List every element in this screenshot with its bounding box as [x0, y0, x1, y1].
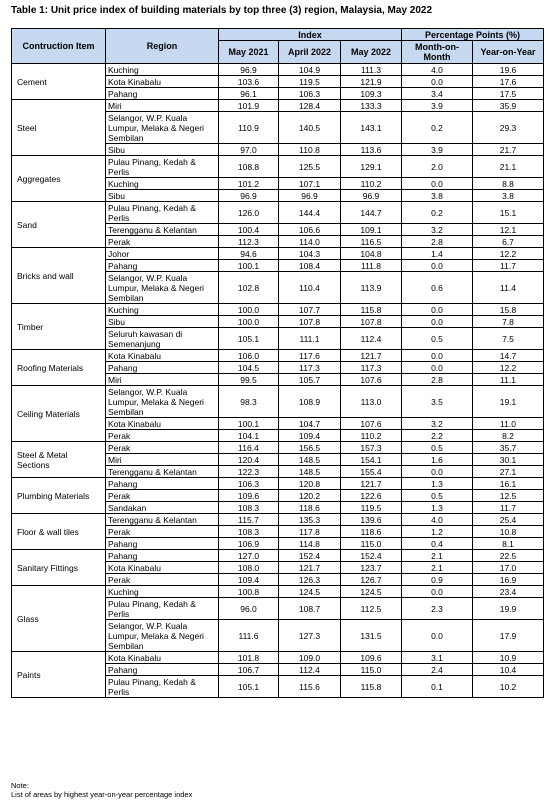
- construction-item-cell: Plumbing Materials: [12, 478, 106, 514]
- may-2022-cell: 154.1: [341, 454, 402, 466]
- month-on-month-cell: 1.4: [402, 248, 473, 260]
- month-on-month-cell: 0.5: [402, 328, 473, 350]
- region-cell: Selangor, W.P. Kuala Lumpur, Melaka & Negeri Sembilan: [106, 386, 219, 418]
- may-2022-cell: 152.4: [341, 550, 402, 562]
- april-2022-cell: 106.3: [279, 88, 341, 100]
- region-cell: Pahang: [106, 550, 219, 562]
- may-2022-cell: 121.7: [341, 478, 402, 490]
- region-cell: Sibu: [106, 144, 219, 156]
- header-index-group: Index: [219, 29, 402, 41]
- month-on-month-cell: 4.0: [402, 514, 473, 526]
- year-on-year-cell: 11.0: [473, 418, 544, 430]
- may-2022-cell: 157.3: [341, 442, 402, 454]
- may-2022-cell: 112.5: [341, 598, 402, 620]
- table-row: [12, 514, 544, 526]
- construction-item-cell: Sand: [12, 202, 106, 248]
- may-2022-cell: 109.3: [341, 88, 402, 100]
- may-2022-cell: 118.6: [341, 526, 402, 538]
- region-cell: Miri: [106, 100, 219, 112]
- may-2022-cell: 126.7: [341, 574, 402, 586]
- may-2022-cell: 115.8: [341, 676, 402, 698]
- may-2022-cell: 115.8: [341, 304, 402, 316]
- may-2022-cell: 144.7: [341, 202, 402, 224]
- april-2022-cell: 121.7: [279, 562, 341, 574]
- year-on-year-cell: 10.4: [473, 664, 544, 676]
- may-2021-cell: 108.3: [219, 526, 279, 538]
- month-on-month-cell: 0.0: [402, 466, 473, 478]
- region-cell: Pahang: [106, 478, 219, 490]
- month-on-month-cell: 0.0: [402, 316, 473, 328]
- month-on-month-cell: 1.2: [402, 526, 473, 538]
- may-2021-cell: 109.4: [219, 574, 279, 586]
- may-2021-cell: 126.0: [219, 202, 279, 224]
- may-2022-cell: 96.9: [341, 190, 402, 202]
- april-2022-cell: 115.6: [279, 676, 341, 698]
- table-row: [12, 442, 544, 454]
- region-cell: Miri: [106, 454, 219, 466]
- month-on-month-cell: 1.3: [402, 502, 473, 514]
- year-on-year-cell: 10.2: [473, 676, 544, 698]
- year-on-year-cell: 17.5: [473, 88, 544, 100]
- region-cell: Kota Kinabalu: [106, 418, 219, 430]
- may-2022-cell: 104.8: [341, 248, 402, 260]
- month-on-month-cell: 3.2: [402, 224, 473, 236]
- region-cell: Sandakan: [106, 502, 219, 514]
- may-2021-cell: 101.2: [219, 178, 279, 190]
- year-on-year-cell: 35.9: [473, 100, 544, 112]
- may-2021-cell: 105.1: [219, 328, 279, 350]
- year-on-year-cell: 8.2: [473, 430, 544, 442]
- year-on-year-cell: 35.7: [473, 442, 544, 454]
- may-2021-cell: 120.4: [219, 454, 279, 466]
- april-2022-cell: 148.5: [279, 466, 341, 478]
- construction-item-cell: Aggregates: [12, 156, 106, 202]
- region-cell: Seluruh kawasan di Semenanjung: [106, 328, 219, 350]
- year-on-year-cell: 21.1: [473, 156, 544, 178]
- region-cell: Kota Kinabalu: [106, 652, 219, 664]
- region-cell: Pulau Pinang, Kedah & Perlis: [106, 202, 219, 224]
- may-2021-cell: 96.1: [219, 88, 279, 100]
- construction-item-cell: Paints: [12, 652, 106, 698]
- region-cell: Pulau Pinang, Kedah & Perlis: [106, 676, 219, 698]
- may-2022-cell: 155.4: [341, 466, 402, 478]
- header-region: Region: [106, 29, 219, 64]
- year-on-year-cell: 19.1: [473, 386, 544, 418]
- region-cell: Kota Kinabalu: [106, 350, 219, 362]
- region-cell: Terengganu & Kelantan: [106, 466, 219, 478]
- may-2021-cell: 106.0: [219, 350, 279, 362]
- may-2022-cell: 129.1: [341, 156, 402, 178]
- may-2021-cell: 104.5: [219, 362, 279, 374]
- region-cell: Terengganu & Kelantan: [106, 224, 219, 236]
- month-on-month-cell: 2.8: [402, 374, 473, 386]
- month-on-month-cell: 0.0: [402, 586, 473, 598]
- may-2021-cell: 96.9: [219, 190, 279, 202]
- may-2022-cell: 139.6: [341, 514, 402, 526]
- month-on-month-cell: 2.1: [402, 550, 473, 562]
- region-cell: Pahang: [106, 362, 219, 374]
- may-2021-cell: 104.1: [219, 430, 279, 442]
- region-cell: Selangor, W.P. Kuala Lumpur, Melaka & Negeri Sembilan: [106, 272, 219, 304]
- month-on-month-cell: 0.2: [402, 202, 473, 224]
- table-row: [12, 652, 544, 664]
- region-cell: Perak: [106, 490, 219, 502]
- year-on-year-cell: 12.5: [473, 490, 544, 502]
- may-2022-cell: 115.0: [341, 538, 402, 550]
- may-2022-cell: 123.7: [341, 562, 402, 574]
- month-on-month-cell: 3.1: [402, 652, 473, 664]
- region-cell: Perak: [106, 430, 219, 442]
- header-construction-item: Contruction Item: [12, 29, 106, 64]
- region-cell: Kota Kinabalu: [106, 562, 219, 574]
- may-2022-cell: 113.9: [341, 272, 402, 304]
- region-cell: Pahang: [106, 88, 219, 100]
- table-note: [11, 781, 192, 799]
- april-2022-cell: 108.9: [279, 386, 341, 418]
- may-2021-cell: 100.1: [219, 418, 279, 430]
- year-on-year-cell: 10.8: [473, 526, 544, 538]
- april-2022-cell: 111.1: [279, 328, 341, 350]
- table-row: [12, 478, 544, 490]
- year-on-year-cell: 27.1: [473, 466, 544, 478]
- may-2021-cell: 96.9: [219, 64, 279, 76]
- month-on-month-cell: 3.5: [402, 386, 473, 418]
- april-2022-cell: 106.6: [279, 224, 341, 236]
- month-on-month-cell: 2.8: [402, 236, 473, 248]
- may-2022-cell: 112.4: [341, 328, 402, 350]
- table-header: [12, 29, 544, 64]
- april-2022-cell: 107.7: [279, 304, 341, 316]
- april-2022-cell: 119.5: [279, 76, 341, 88]
- year-on-year-cell: 19.9: [473, 598, 544, 620]
- april-2022-cell: 104.9: [279, 64, 341, 76]
- april-2022-cell: 109.4: [279, 430, 341, 442]
- table-row: [12, 100, 544, 112]
- may-2021-cell: 100.0: [219, 304, 279, 316]
- header-may-2022: May 2022: [341, 41, 402, 64]
- may-2022-cell: 117.3: [341, 362, 402, 374]
- year-on-year-cell: 25.4: [473, 514, 544, 526]
- construction-item-cell: Glass: [12, 586, 106, 652]
- may-2021-cell: 115.7: [219, 514, 279, 526]
- month-on-month-cell: 0.0: [402, 260, 473, 272]
- may-2021-cell: 109.6: [219, 490, 279, 502]
- april-2022-cell: 108.7: [279, 598, 341, 620]
- april-2022-cell: 96.9: [279, 190, 341, 202]
- april-2022-cell: 117.8: [279, 526, 341, 538]
- april-2022-cell: 107.1: [279, 178, 341, 190]
- april-2022-cell: 117.3: [279, 362, 341, 374]
- year-on-year-cell: 15.1: [473, 202, 544, 224]
- month-on-month-cell: 3.8: [402, 190, 473, 202]
- region-cell: Miri: [106, 374, 219, 386]
- april-2022-cell: 120.8: [279, 478, 341, 490]
- month-on-month-cell: 2.0: [402, 156, 473, 178]
- region-cell: Perak: [106, 574, 219, 586]
- construction-item-cell: Sanitary Fittings: [12, 550, 106, 586]
- may-2021-cell: 97.0: [219, 144, 279, 156]
- table-row: [12, 202, 544, 224]
- header-year-on-year: Year-on-Year: [473, 41, 544, 64]
- may-2022-cell: 121.9: [341, 76, 402, 88]
- may-2022-cell: 110.2: [341, 430, 402, 442]
- region-cell: Kuching: [106, 178, 219, 190]
- table-row: [12, 156, 544, 178]
- year-on-year-cell: 30.1: [473, 454, 544, 466]
- month-on-month-cell: 0.5: [402, 442, 473, 454]
- header-may-2021: May 2021: [219, 41, 279, 64]
- construction-item-cell: Bricks and wall: [12, 248, 106, 304]
- april-2022-cell: 114.0: [279, 236, 341, 248]
- may-2021-cell: 108.3: [219, 502, 279, 514]
- april-2022-cell: 148.5: [279, 454, 341, 466]
- year-on-year-cell: 14.7: [473, 350, 544, 362]
- year-on-year-cell: 11.7: [473, 260, 544, 272]
- may-2022-cell: 109.6: [341, 652, 402, 664]
- may-2021-cell: 101.9: [219, 100, 279, 112]
- may-2021-cell: 106.3: [219, 478, 279, 490]
- table-row: [12, 386, 544, 418]
- april-2022-cell: 110.4: [279, 272, 341, 304]
- year-on-year-cell: 12.2: [473, 248, 544, 260]
- may-2021-cell: 112.3: [219, 236, 279, 248]
- year-on-year-cell: 6.7: [473, 236, 544, 248]
- may-2021-cell: 98.3: [219, 386, 279, 418]
- may-2021-cell: 106.9: [219, 538, 279, 550]
- april-2022-cell: 118.6: [279, 502, 341, 514]
- year-on-year-cell: 16.1: [473, 478, 544, 490]
- month-on-month-cell: 2.2: [402, 430, 473, 442]
- price-index-table: [11, 28, 544, 698]
- april-2022-cell: 108.4: [279, 260, 341, 272]
- may-2021-cell: 100.1: [219, 260, 279, 272]
- may-2022-cell: 109.1: [341, 224, 402, 236]
- table-title: Table 1: Unit price index of building materials by top three (3) region, Malaysia, May 2022: [11, 5, 433, 16]
- header-percentage-points-group: Percentage Points (%): [402, 29, 544, 41]
- may-2021-cell: 100.8: [219, 586, 279, 598]
- region-cell: Perak: [106, 236, 219, 248]
- april-2022-cell: 140.5: [279, 112, 341, 144]
- region-cell: Sibu: [106, 190, 219, 202]
- april-2022-cell: 117.6: [279, 350, 341, 362]
- month-on-month-cell: 3.9: [402, 100, 473, 112]
- april-2022-cell: 152.4: [279, 550, 341, 562]
- month-on-month-cell: 2.4: [402, 664, 473, 676]
- year-on-year-cell: 11.4: [473, 272, 544, 304]
- may-2022-cell: 116.5: [341, 236, 402, 248]
- month-on-month-cell: 0.4: [402, 538, 473, 550]
- table-row: [12, 304, 544, 316]
- year-on-year-cell: 11.1: [473, 374, 544, 386]
- may-2021-cell: 101.8: [219, 652, 279, 664]
- april-2022-cell: 107.8: [279, 316, 341, 328]
- table-row: [12, 586, 544, 598]
- april-2022-cell: 144.4: [279, 202, 341, 224]
- april-2022-cell: 104.7: [279, 418, 341, 430]
- month-on-month-cell: 1.3: [402, 478, 473, 490]
- may-2021-cell: 103.6: [219, 76, 279, 88]
- year-on-year-cell: 12.1: [473, 224, 544, 236]
- header-month-on-month: Month-on-Month: [402, 41, 473, 64]
- table-row: [12, 350, 544, 362]
- region-cell: Kuching: [106, 64, 219, 76]
- region-cell: Pulau Pinang, Kedah & Perlis: [106, 598, 219, 620]
- month-on-month-cell: 3.9: [402, 144, 473, 156]
- construction-item-cell: Ceiling Materials: [12, 386, 106, 442]
- construction-item-cell: Steel & Metal Sections: [12, 442, 106, 478]
- may-2022-cell: 124.5: [341, 586, 402, 598]
- may-2021-cell: 127.0: [219, 550, 279, 562]
- year-on-year-cell: 19.6: [473, 64, 544, 76]
- region-cell: Johor: [106, 248, 219, 260]
- month-on-month-cell: 3.4: [402, 88, 473, 100]
- april-2022-cell: 114.8: [279, 538, 341, 550]
- april-2022-cell: 112.4: [279, 664, 341, 676]
- region-cell: Perak: [106, 442, 219, 454]
- may-2021-cell: 108.8: [219, 156, 279, 178]
- region-cell: Selangor, W.P. Kuala Lumpur, Melaka & Negeri Sembilan: [106, 112, 219, 144]
- may-2021-cell: 105.1: [219, 676, 279, 698]
- table-body: [12, 64, 544, 698]
- april-2022-cell: 124.5: [279, 586, 341, 598]
- region-cell: Pulau Pinang, Kedah & Perlis: [106, 156, 219, 178]
- may-2022-cell: 133.3: [341, 100, 402, 112]
- month-on-month-cell: 0.5: [402, 490, 473, 502]
- year-on-year-cell: 15.8: [473, 304, 544, 316]
- region-cell: Kuching: [106, 586, 219, 598]
- region-cell: Pahang: [106, 260, 219, 272]
- april-2022-cell: 105.7: [279, 374, 341, 386]
- table-row: [12, 248, 544, 260]
- april-2022-cell: 110.8: [279, 144, 341, 156]
- note-label: Note:: [11, 781, 29, 790]
- month-on-month-cell: 0.0: [402, 178, 473, 190]
- may-2022-cell: 113.0: [341, 386, 402, 418]
- may-2022-cell: 119.5: [341, 502, 402, 514]
- month-on-month-cell: 1.6: [402, 454, 473, 466]
- year-on-year-cell: 16.9: [473, 574, 544, 586]
- month-on-month-cell: 4.0: [402, 64, 473, 76]
- april-2022-cell: 126.3: [279, 574, 341, 586]
- may-2021-cell: 111.6: [219, 620, 279, 652]
- construction-item-cell: Roofing Materials: [12, 350, 106, 386]
- month-on-month-cell: 0.0: [402, 76, 473, 88]
- may-2021-cell: 94.6: [219, 248, 279, 260]
- region-cell: Pahang: [106, 538, 219, 550]
- year-on-year-cell: 21.7: [473, 144, 544, 156]
- year-on-year-cell: 23.4: [473, 586, 544, 598]
- may-2022-cell: 122.6: [341, 490, 402, 502]
- may-2022-cell: 121.7: [341, 350, 402, 362]
- month-on-month-cell: 0.0: [402, 304, 473, 316]
- construction-item-cell: Timber: [12, 304, 106, 350]
- month-on-month-cell: 0.9: [402, 574, 473, 586]
- year-on-year-cell: 10.9: [473, 652, 544, 664]
- may-2021-cell: 96.0: [219, 598, 279, 620]
- year-on-year-cell: 7.5: [473, 328, 544, 350]
- construction-item-cell: Steel: [12, 100, 106, 156]
- month-on-month-cell: 2.1: [402, 562, 473, 574]
- year-on-year-cell: 29.3: [473, 112, 544, 144]
- may-2022-cell: 107.6: [341, 418, 402, 430]
- may-2021-cell: 100.0: [219, 316, 279, 328]
- region-cell: Terengganu & Kelantan: [106, 514, 219, 526]
- header-april-2022: April 2022: [279, 41, 341, 64]
- april-2022-cell: 120.2: [279, 490, 341, 502]
- may-2021-cell: 100.4: [219, 224, 279, 236]
- may-2022-cell: 111.3: [341, 64, 402, 76]
- construction-item-cell: Cement: [12, 64, 106, 100]
- region-cell: Perak: [106, 526, 219, 538]
- table-row: [12, 64, 544, 76]
- region-cell: Sibu: [106, 316, 219, 328]
- april-2022-cell: 127.3: [279, 620, 341, 652]
- month-on-month-cell: 2.3: [402, 598, 473, 620]
- may-2022-cell: 107.6: [341, 374, 402, 386]
- may-2021-cell: 102.8: [219, 272, 279, 304]
- may-2021-cell: 110.9: [219, 112, 279, 144]
- april-2022-cell: 135.3: [279, 514, 341, 526]
- year-on-year-cell: 11.7: [473, 502, 544, 514]
- april-2022-cell: 156.5: [279, 442, 341, 454]
- month-on-month-cell: 0.0: [402, 620, 473, 652]
- may-2021-cell: 99.5: [219, 374, 279, 386]
- may-2022-cell: 115.0: [341, 664, 402, 676]
- month-on-month-cell: 0.1: [402, 676, 473, 698]
- construction-item-cell: Floor & wall tiles: [12, 514, 106, 550]
- may-2021-cell: 116.4: [219, 442, 279, 454]
- may-2021-cell: 106.7: [219, 664, 279, 676]
- note-text: List of areas by highest year-on-year percentage index: [11, 790, 193, 799]
- region-cell: Selangor, W.P. Kuala Lumpur, Melaka & Negeri Sembilan: [106, 620, 219, 652]
- year-on-year-cell: 17.6: [473, 76, 544, 88]
- april-2022-cell: 125.5: [279, 156, 341, 178]
- region-cell: Kuching: [106, 304, 219, 316]
- year-on-year-cell: 8.8: [473, 178, 544, 190]
- may-2022-cell: 107.8: [341, 316, 402, 328]
- year-on-year-cell: 22.5: [473, 550, 544, 562]
- april-2022-cell: 128.4: [279, 100, 341, 112]
- month-on-month-cell: 0.0: [402, 350, 473, 362]
- may-2022-cell: 110.2: [341, 178, 402, 190]
- month-on-month-cell: 0.2: [402, 112, 473, 144]
- year-on-year-cell: 17.9: [473, 620, 544, 652]
- year-on-year-cell: 8.1: [473, 538, 544, 550]
- month-on-month-cell: 3.2: [402, 418, 473, 430]
- region-cell: Kota Kinabalu: [106, 76, 219, 88]
- region-cell: Pahang: [106, 664, 219, 676]
- may-2022-cell: 131.5: [341, 620, 402, 652]
- year-on-year-cell: 12.2: [473, 362, 544, 374]
- year-on-year-cell: 7.8: [473, 316, 544, 328]
- april-2022-cell: 104.3: [279, 248, 341, 260]
- may-2022-cell: 111.8: [341, 260, 402, 272]
- table-row: [12, 550, 544, 562]
- april-2022-cell: 109.0: [279, 652, 341, 664]
- may-2022-cell: 143.1: [341, 112, 402, 144]
- year-on-year-cell: 3.8: [473, 190, 544, 202]
- may-2021-cell: 122.3: [219, 466, 279, 478]
- may-2021-cell: 108.0: [219, 562, 279, 574]
- month-on-month-cell: 0.6: [402, 272, 473, 304]
- year-on-year-cell: 17.0: [473, 562, 544, 574]
- month-on-month-cell: 0.0: [402, 362, 473, 374]
- may-2022-cell: 113.6: [341, 144, 402, 156]
